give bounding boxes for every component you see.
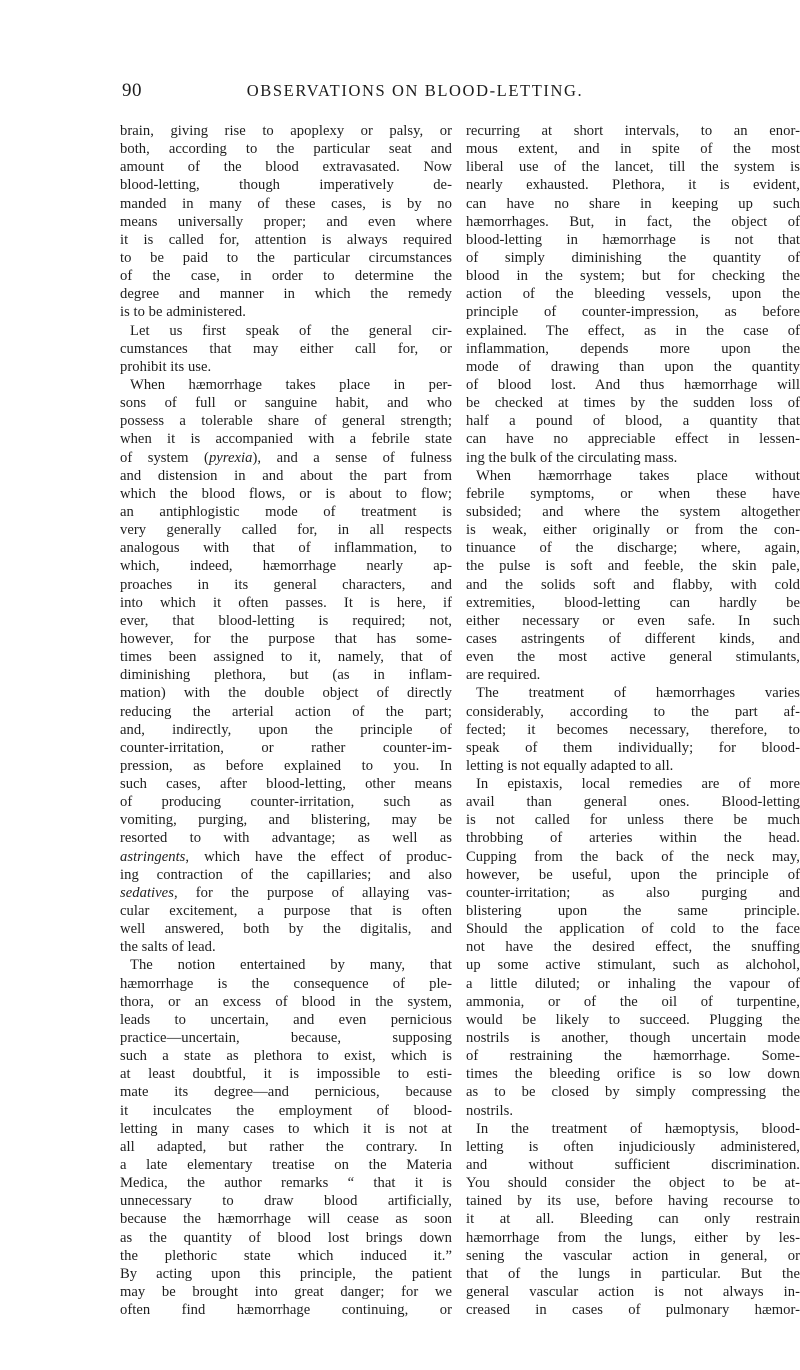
text-line: nostrils. (466, 1102, 514, 1119)
text-line: as to be closed by simply compressing the (466, 1084, 800, 1101)
text-line: letting in many cases to which it is not at (120, 1120, 452, 1137)
text-line: cumstances that may either call for, or (120, 340, 452, 357)
text-line: unnecessary to draw blood artificially, (120, 1193, 452, 1210)
text-line: such a state as plethora to exist, which is (120, 1048, 452, 1065)
text-line: blood-letting in hæmorrhage is not that (466, 231, 800, 248)
text-line: of the case, in order to determine the (120, 268, 452, 285)
text-line: is not called for unless there be much (466, 812, 800, 829)
text-line: fected; it becomes necessary, therefore, to (466, 721, 800, 738)
text-line: You should consider the object to be at- (466, 1175, 800, 1192)
text-line: of simply diminishing the quantity of (466, 249, 800, 266)
text-line: tained by its use, before having recourse to (466, 1193, 800, 1210)
text-line: of producing counter-irritation, such as (120, 794, 452, 811)
text-line: times the bleeding orifice is so low down (466, 1066, 800, 1083)
text-line: would be likely to succeed. Plugging the (466, 1011, 800, 1028)
text-line: mous extent, and in spite of the most (466, 141, 800, 158)
text-line: The treatment of hæmorrhages varies (476, 685, 800, 702)
text-line: letting is often injudiciously administered, (466, 1138, 800, 1155)
text-line: however, for the purpose that has some- (120, 630, 452, 647)
text-line: into which it often passes. It is here, if (120, 594, 452, 611)
text-line: ammonia, or of the oil of turpentine, (466, 993, 800, 1010)
text-line: of restraining the hæmorrhage. Some- (466, 1048, 800, 1065)
text-line: hæmorrhage is the consequence of ple- (120, 975, 452, 992)
text-line: When hæmorrhage takes place in per- (130, 376, 452, 393)
text-line: blood in the system; but for checking the (466, 268, 800, 285)
text-line: the salts of lead. (120, 939, 216, 956)
text-line: possess a tolerable share of general strength; (120, 413, 452, 430)
text-line: nearly exhausted. Plethora, it is evident, (466, 177, 800, 194)
text-line: may be brought into great danger; for we (120, 1284, 452, 1300)
text-line: liberal use of the lancet, till the system is (466, 159, 800, 176)
text-line: By acting upon this principle, the patient (120, 1265, 452, 1282)
text-line: is weak, either originally or from the con- (466, 522, 800, 539)
italic-term: astringents (120, 848, 186, 865)
text-line: mode of drawing than upon the quantity (466, 358, 800, 375)
text-line: blistering upon the same principle. (466, 903, 800, 920)
text-line: that of the lungs in particular. But the (466, 1265, 800, 1282)
text-line: manded in many of these cases, is by no (120, 195, 452, 212)
text-line: nostrils is another, though uncertain mode (466, 1030, 800, 1047)
text-line: letting is not equally adapted to all. (466, 757, 674, 774)
text-line: sening the vascular action in general, or (466, 1247, 800, 1264)
text-line: however, be useful, upon the principle of (466, 866, 800, 883)
text-line: prohibit its use. (120, 358, 212, 375)
text-line: all adapted, but rather the contrary. In (120, 1138, 452, 1155)
text-line: cases astringents of different kinds, and (466, 630, 800, 647)
text-line: to be paid to the particular circumstances (120, 249, 452, 266)
text-line: ever, that blood-letting is required; not, (120, 612, 452, 629)
text-line: inflammation, depends more upon the (466, 340, 800, 357)
text-line: thora, or an excess of blood in the system, (120, 993, 452, 1010)
running-title: OBSERVATIONS ON BLOOD-LETTING. (246, 81, 584, 100)
text-line: astringents, which have the effect of produc- (120, 848, 452, 865)
text-line: explained. The effect, as in the case of (466, 322, 800, 339)
text-line: it at all. Bleeding can only restrain (466, 1211, 800, 1228)
text-line: Medica, the author remarks “ that it is (120, 1175, 452, 1192)
text-line: it is called for, attention is always required (120, 231, 452, 248)
text-line: blood-letting, though imperatively de- (120, 177, 452, 194)
text-line: half a pound of blood, a quantity that (466, 413, 800, 430)
text-line: febrile symptoms, or when these have (466, 485, 800, 502)
text-line: diminishing plethora, but (as in inflam- (120, 667, 452, 684)
italic-term: pyrexia (208, 449, 253, 466)
text-line: throbbing of arteries within the head. (466, 830, 800, 847)
text-line: up some active stimulant, such as alchohol, (466, 957, 800, 974)
text-line: cular excitement, a purpose that is often (120, 903, 452, 920)
text-line: speak of them individually; for blood- (466, 739, 800, 756)
text-line: leads to uncertain, and even pernicious (120, 1011, 452, 1028)
text-line: subsided; and where the system altogether (466, 503, 800, 520)
text-line: sedatives, for the purpose of allaying vas- (120, 884, 452, 901)
text-line: In epistaxis, local remedies are of more (476, 776, 800, 793)
text-line: often find hæmorrhage continuing, or (120, 1302, 452, 1319)
text-line: when it is accompanied with a febrile state (120, 431, 452, 448)
text-line: general vascular action is not always in- (466, 1284, 800, 1300)
text-line: brain, giving rise to apoplexy or palsy, or (120, 123, 452, 139)
running-head (0, 80, 800, 110)
text-line: such cases, after blood-letting, other means (120, 776, 452, 793)
text-line: which the blood flows, or is about to flow; (120, 485, 452, 502)
text-line: it inculcates the employment of blood- (120, 1102, 452, 1119)
text-line: the pulse is soft and feeble, the skin pale, (466, 558, 800, 575)
text-line: not have the desired effect, the snuffing (466, 939, 800, 956)
text-line: of blood lost. And thus hæmorrhage will (466, 376, 800, 393)
text-line: principle of counter-impression, as before (466, 304, 800, 321)
text-line: an antiphlogistic mode of treatment is (120, 503, 452, 520)
text-line: the plethoric state which induced it.” (120, 1247, 452, 1264)
text-line: very generally called for, in all respects (120, 522, 452, 539)
text-line: recurring at short intervals, to an enor- (466, 123, 800, 139)
page-number: 90 (122, 80, 142, 101)
text-line: vomiting, purging, and blistering, may be (120, 812, 452, 829)
text-line: sons of full or sanguine habit, and who (120, 395, 452, 412)
text-line: mation) with the double object of directly (120, 685, 452, 702)
text-line: hæmorrhage from the lungs, either by les- (466, 1229, 800, 1246)
text-line: both, according to the particular seat and (120, 141, 452, 158)
text-line: amount of the blood extravasated. Now (120, 159, 452, 176)
text-line: a little diluted; or inhaling the vapour of (466, 975, 800, 992)
text-line: degree and manner in which the remedy (120, 286, 452, 303)
text-line: counter-irritation, or rather counter-im- (120, 739, 452, 756)
right-text-column (466, 122, 800, 1319)
text-line: The notion entertained by many, that (130, 957, 452, 974)
text-line: of system (pyrexia), and a sense of fulness (120, 449, 452, 466)
text-line: times been assigned to it, namely, that of (120, 649, 452, 666)
text-line: either necessary or even safe. In such (466, 612, 800, 629)
text-line: Should the application of cold to the face (466, 921, 800, 938)
text-line: can have no appreciable effect in lessen- (466, 431, 800, 448)
text-line: which, indeed, hæmorrhage nearly ap- (120, 558, 452, 575)
left-text-column (120, 122, 452, 1319)
italic-term: sedatives (120, 884, 174, 901)
text-line: at least doubtful, it is impossible to esti- (120, 1066, 452, 1083)
text-line: Cupping from the back of the neck may, (466, 848, 800, 865)
text-line: proaches in its general characters, and (120, 576, 452, 593)
text-line: can have no share in keeping up such (466, 195, 800, 212)
text-line: a late elementary treatise on the Materia (120, 1157, 452, 1174)
text-line: are required. (466, 667, 541, 684)
text-line: pression, as before explained to you. In (120, 757, 452, 774)
text-line: and without sufficient discrimination. (466, 1157, 800, 1174)
text-line: because the hæmorrhage will cease as soon (120, 1211, 452, 1228)
text-line: analogous with that of inflammation, to (120, 540, 452, 557)
text-line: Let us first speak of the general cir- (130, 322, 452, 339)
text-line: and, indirectly, upon the principle of (120, 721, 452, 738)
text-line: tinuance of the discharge; where, again, (466, 540, 800, 557)
text-line: even the most active general stimulants, (466, 649, 800, 666)
text-line: practice—uncertain, because, supposing (120, 1030, 452, 1047)
text-line: ing contraction of the capillaries; and also (120, 866, 452, 883)
text-line: creased in cases of pulmonary hæmor- (466, 1302, 800, 1319)
text-line: In the treatment of hæmoptysis, blood- (476, 1120, 800, 1137)
text-line: When hæmorrhage takes place without (476, 467, 800, 484)
text-line: as the quantity of blood lost brings down (120, 1229, 452, 1246)
text-line: mate its degree—and pernicious, because (120, 1084, 452, 1101)
text-line: well answered, both by the digitalis, and (120, 921, 452, 938)
text-line: be checked at times by the sudden loss of (466, 395, 800, 412)
text-line: hæmorrhages. But, in fact, the object of (466, 213, 800, 230)
text-line: resorted to with advantage; as well as (120, 830, 452, 847)
text-line: considerably, according to the part af- (466, 703, 800, 720)
text-line: avail than general ones. Blood-letting (466, 794, 800, 811)
text-line: and the solids soft and flabby, with cold (466, 576, 800, 593)
text-line: reducing the arterial action of the part; (120, 703, 452, 720)
text-line: ing the bulk of the circulating mass. (466, 449, 678, 466)
text-line: extremities, blood-letting can hardly be (466, 594, 800, 611)
text-line: action of the bleeding vessels, upon the (466, 286, 800, 303)
text-line: counter-irritation; as also purging and (466, 884, 800, 901)
text-line: means universally proper; and even where (120, 213, 452, 230)
text-line: is to be administered. (120, 304, 246, 321)
text-line: and distension in and about the part from (120, 467, 452, 484)
